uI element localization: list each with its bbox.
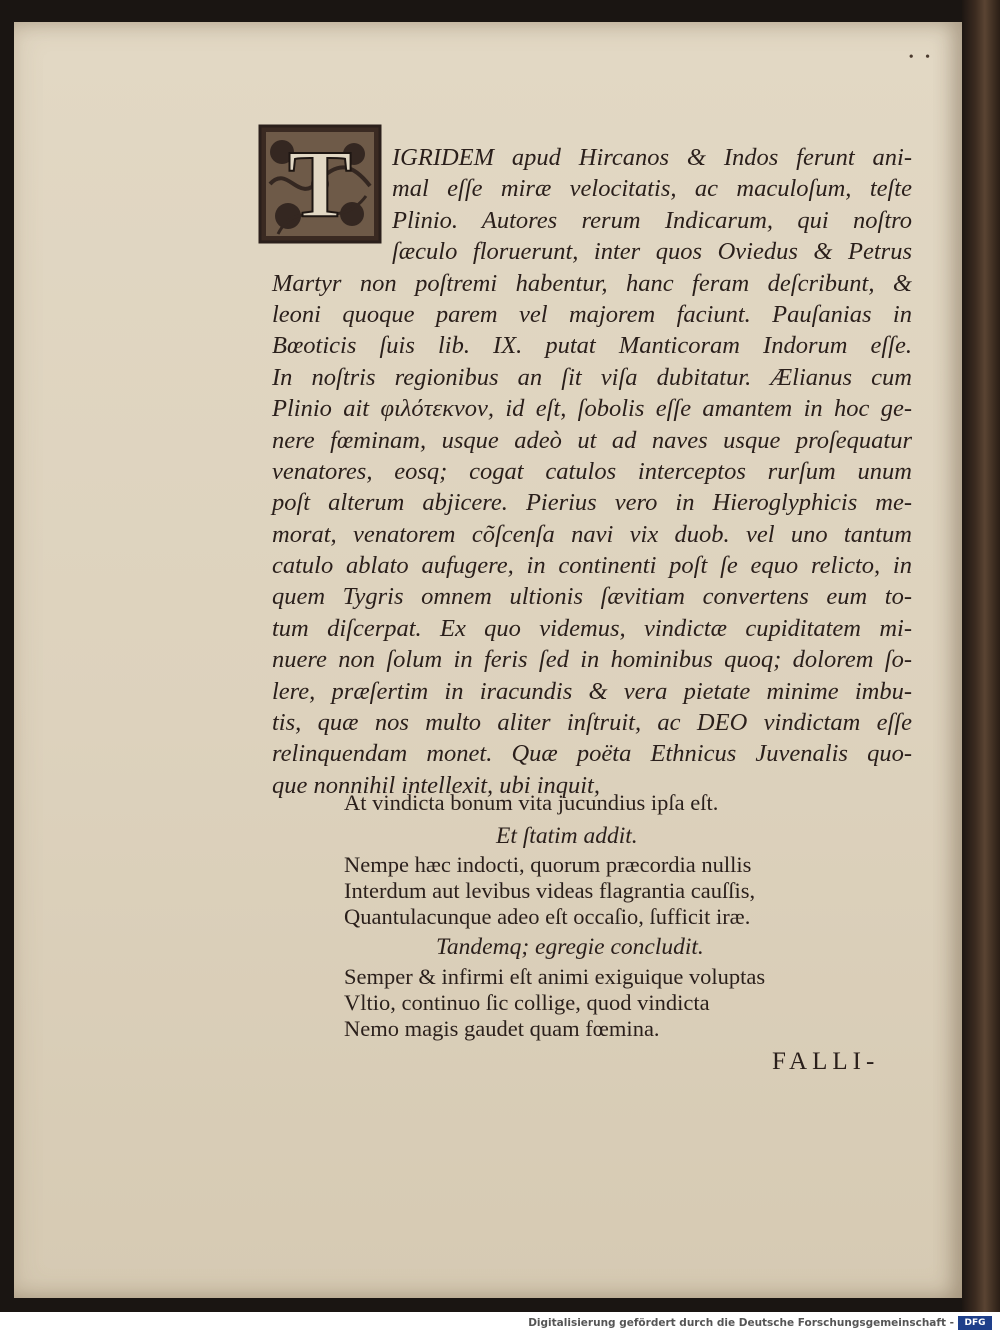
prose-line: quem Tygris omnem ultionis ſævitiam convertens eum to-: [272, 583, 912, 611]
verse-line: At vindicta bonum vita jucundius ipſa eſt.: [344, 790, 719, 815]
prose-line: IGRIDEM apud Hircanos & Indos ferunt ani-: [392, 144, 912, 171]
catchword: FALLI-: [772, 1048, 880, 1075]
prose-text: [272, 142, 912, 801]
verse-quote-1: [344, 790, 718, 816]
prose-line: nuere non ſolum in feris ſed in hominibus quoq; dolorem ſo-: [272, 646, 912, 674]
prose-line: relinquendam monet. Quæ poëta Ethnicus Juvenalis quo-: [272, 740, 912, 768]
verse-heading-2: Tandemq; egregie concludit.: [436, 934, 704, 960]
prose-line: Plinio ait φιλότεκνον, id eſt, ſobolis eſſe amantem in hoc ge-: [272, 395, 912, 423]
dfg-logo: DFG: [958, 1316, 992, 1330]
prose-line: tis, quæ nos multo aliter inſtruit, ac DEO vindictam eſſe: [272, 709, 912, 737]
verse-line: Nemo magis gaudet quam fœmina.: [344, 1016, 660, 1041]
book-edge: [962, 0, 1000, 1312]
prose-line: que nonnihil intellexit, ubi inquit,: [272, 771, 600, 799]
prose-line: Martyr non poſtremi habentur, hanc feram deſcribunt, &: [272, 269, 912, 297]
prose-line: venatores, eosq; cogat catulos interceptos rurſum unum: [272, 457, 912, 485]
prose-line: ſæculo floruerunt, inter quos Oviedus & Petrus: [392, 238, 912, 266]
prose-line: morat, venatorem cõſcenſa navi vix duob. vel uno tantum: [272, 520, 912, 548]
verse-line: Semper & infirmi eſt animi exiguique voluptas: [344, 964, 766, 989]
prose-line: Bœoticis ſuis lib. IX. putat Manticoram Indorum eſſe.: [272, 332, 912, 360]
prose-line: lere, præſertim in iracundis & vera pietate minime imbu-: [272, 677, 912, 705]
prose-line: leoni quoque parem vel majorem faciunt. Pauſanias in: [272, 300, 912, 328]
prose-line: catulo ablato aufugere, in continenti poſt ſe equo relicto, in: [272, 552, 912, 580]
svg-text:T: T: [287, 130, 353, 237]
verse-line: Quantulacunque adeo eſt occaſio, ſufficit iræ.: [344, 904, 751, 929]
prose-line: mal eſſe miræ velocitatis, ac maculoſum, teſte: [392, 175, 912, 203]
verse-heading-1: Et ſtatim addit.: [496, 823, 638, 849]
verse-line: Vltio, continuo ſic collige, quod vindicta: [344, 990, 710, 1015]
prose-line: poſt alterum abjicere. Pierius vero in Hieroglyphicis me-: [272, 489, 912, 517]
prose-line: Plinio. Autores rerum Indicarum, qui noſtro: [392, 206, 912, 234]
footer-bar: [0, 1312, 1000, 1334]
verse-line: Nempe hæc indocti, quorum præcordia nullis: [344, 852, 752, 877]
verse-quote-2: [344, 852, 755, 930]
footer-credit: Digitalisierung gefördert durch die Deutsche Forschungsgemeinschaft -: [528, 1317, 954, 1329]
prose-line: tum diſcerpat. Ex quo videmus, vindictæ cupiditatem mi-: [272, 614, 912, 642]
verse-line: Interdum aut levibus videas flagrantia cauſſis,: [344, 878, 756, 903]
prose-line: In noſtris regionibus an ſit viſa dubitatur. Ælianus cum: [272, 363, 912, 391]
verse-quote-3: [344, 964, 765, 1042]
prose-line: nere fœminam, usque adeò ut ad naves usque proſequatur: [272, 426, 912, 454]
page-marks: • •: [908, 50, 934, 65]
